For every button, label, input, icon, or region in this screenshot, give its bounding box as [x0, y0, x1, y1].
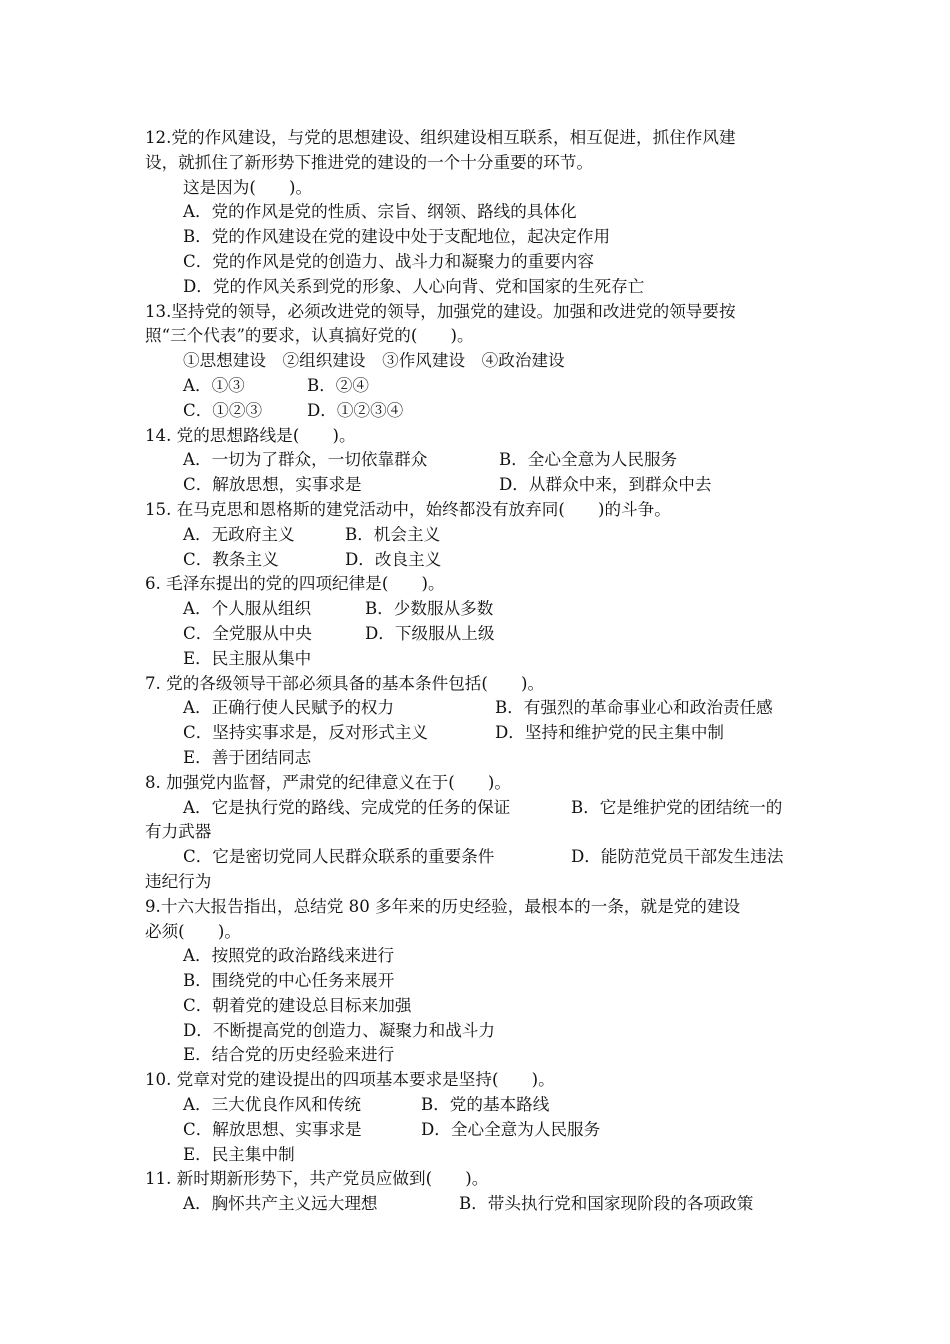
question-14: [145, 424, 815, 498]
option-d: D．不断提高党的创造力、凝聚力和战斗力: [183, 1020, 495, 1040]
option-b: B．党的作风建设在党的建设中处于支配地位，起决定作用: [183, 227, 611, 247]
option-b: B．②④: [307, 375, 369, 395]
option-c: C．解放思想、实事求是: [183, 1119, 362, 1139]
question-8: [145, 771, 815, 895]
option-d: D．下级服从上级: [365, 623, 495, 643]
option-a: A．正确行使人民赋予的权力: [183, 698, 395, 718]
option-a: A．一切为了群众，一切依靠群众: [183, 450, 428, 470]
question-stem: 15. 在马克思和恩格斯的建党活动中，始终都没有放弃同( )的斗争。: [145, 499, 671, 519]
option-d: D．坚持和维护党的民主集中制: [495, 723, 725, 743]
option-b: B．带头执行党和国家现阶段的各项政策: [459, 1194, 754, 1214]
question-items: ①思想建设 ②组织建设 ③作风建设 ④政治建设: [183, 351, 565, 371]
question-stem: 这是因为( )。: [183, 177, 313, 197]
option-e: E．民主集中制: [183, 1144, 295, 1164]
question-stem: 照“三个代表”的要求，认真搞好党的( )。: [145, 326, 474, 346]
question-13: [145, 300, 815, 424]
option-e: E．民主服从集中: [183, 648, 312, 668]
option-a: A．三大优良作风和传统: [183, 1095, 361, 1115]
question-12: [145, 126, 815, 300]
question-stem: 必须( )。: [145, 921, 241, 941]
option-b: B．党的基本路线: [421, 1095, 550, 1115]
option-d: D．从群众中来，到群众中去: [499, 475, 712, 495]
option-e: E．善于团结同志: [183, 747, 312, 767]
option-c: C．朝着党的建设总目标来加强: [183, 995, 412, 1015]
question-stem: 11. 新时期新形势下，共产党员应做到( )。: [145, 1169, 489, 1189]
document-page: [145, 126, 815, 1217]
option-a: A．无政府主义: [183, 524, 295, 544]
question-7: [145, 672, 815, 771]
option-d: D．能防范党员干部发生违法: [571, 847, 784, 867]
option-b: B．少数服从多数: [365, 599, 494, 619]
option-a: A．个人服从组织: [183, 599, 312, 619]
option-c: C．教条主义: [183, 549, 279, 569]
option-d-continued: 违纪行为: [145, 871, 212, 891]
option-b: B．它是维护党的团结统一的: [571, 797, 783, 817]
option-d: D．党的作风关系到党的形象、人心向背、党和国家的生死存亡: [183, 276, 645, 296]
option-c: C．解放思想，实事求是: [183, 475, 362, 495]
option-b: B．全心全意为人民服务: [499, 450, 678, 470]
question-stem: 10. 党章对党的建设提出的四项基本要求是坚持( )。: [145, 1070, 555, 1090]
option-b-continued: 有力武器: [145, 822, 212, 842]
option-e: E．结合党的历史经验来进行: [183, 1045, 395, 1065]
option-b: B．有强烈的革命事业心和政治责任感: [495, 698, 773, 718]
option-a: A．①③: [183, 375, 245, 395]
option-a: A．按照党的政治路线来进行: [183, 946, 395, 966]
question-6: [145, 572, 815, 671]
option-b: B．围绕党的中心任务来展开: [183, 971, 395, 991]
question-10: [145, 1068, 815, 1167]
question-stem: 8. 加强党内监督，严肃党的纪律意义在于( )。: [145, 772, 511, 792]
option-b: B．机会主义: [345, 524, 441, 544]
question-stem: 7. 党的各级领导干部必须具备的基本条件包括( )。: [145, 673, 545, 693]
question-stem: 9.十六大报告指出，总结党 80 多年来的历史经验，最根本的一条，就是党的建设: [145, 896, 741, 916]
question-stem: 14. 党的思想路线是( )。: [145, 425, 356, 445]
option-a: A．它是执行党的路线、完成党的任务的保证: [183, 797, 511, 817]
option-d: D．全心全意为人民服务: [421, 1119, 601, 1139]
question-stem: 设，就抓住了新形势下推进党的建设的一个十分重要的环节。: [145, 152, 594, 172]
question-11: [145, 1167, 815, 1217]
question-stem: 12.党的作风建设，与党的思想建设、组织建设相互联系，相互促进，抓住作风建: [145, 128, 736, 147]
option-d: D．改良主义: [345, 549, 442, 569]
option-c: C．党的作风是党的创造力、战斗力和凝聚力的重要内容: [183, 251, 594, 271]
option-d: D．①②③④: [307, 400, 404, 420]
option-a: A．党的作风是党的性质、宗旨、纲领、路线的具体化: [183, 202, 577, 222]
question-15: [145, 498, 815, 572]
option-a: A．胸怀共产主义远大理想: [183, 1194, 378, 1214]
option-c: C．全党服从中央: [183, 623, 312, 643]
question-stem: 13.坚持党的领导，必须改进党的领导，加强党的建设。加强和改进党的领导要按: [145, 301, 736, 321]
option-c: C．①②③: [183, 400, 263, 420]
option-c: C．它是密切党同人民群众联系的重要条件: [183, 847, 495, 867]
question-9: [145, 895, 815, 1069]
question-stem: 6. 毛泽东提出的党的四项纪律是( )。: [145, 574, 445, 594]
option-c: C．坚持实事求是，反对形式主义: [183, 723, 429, 743]
